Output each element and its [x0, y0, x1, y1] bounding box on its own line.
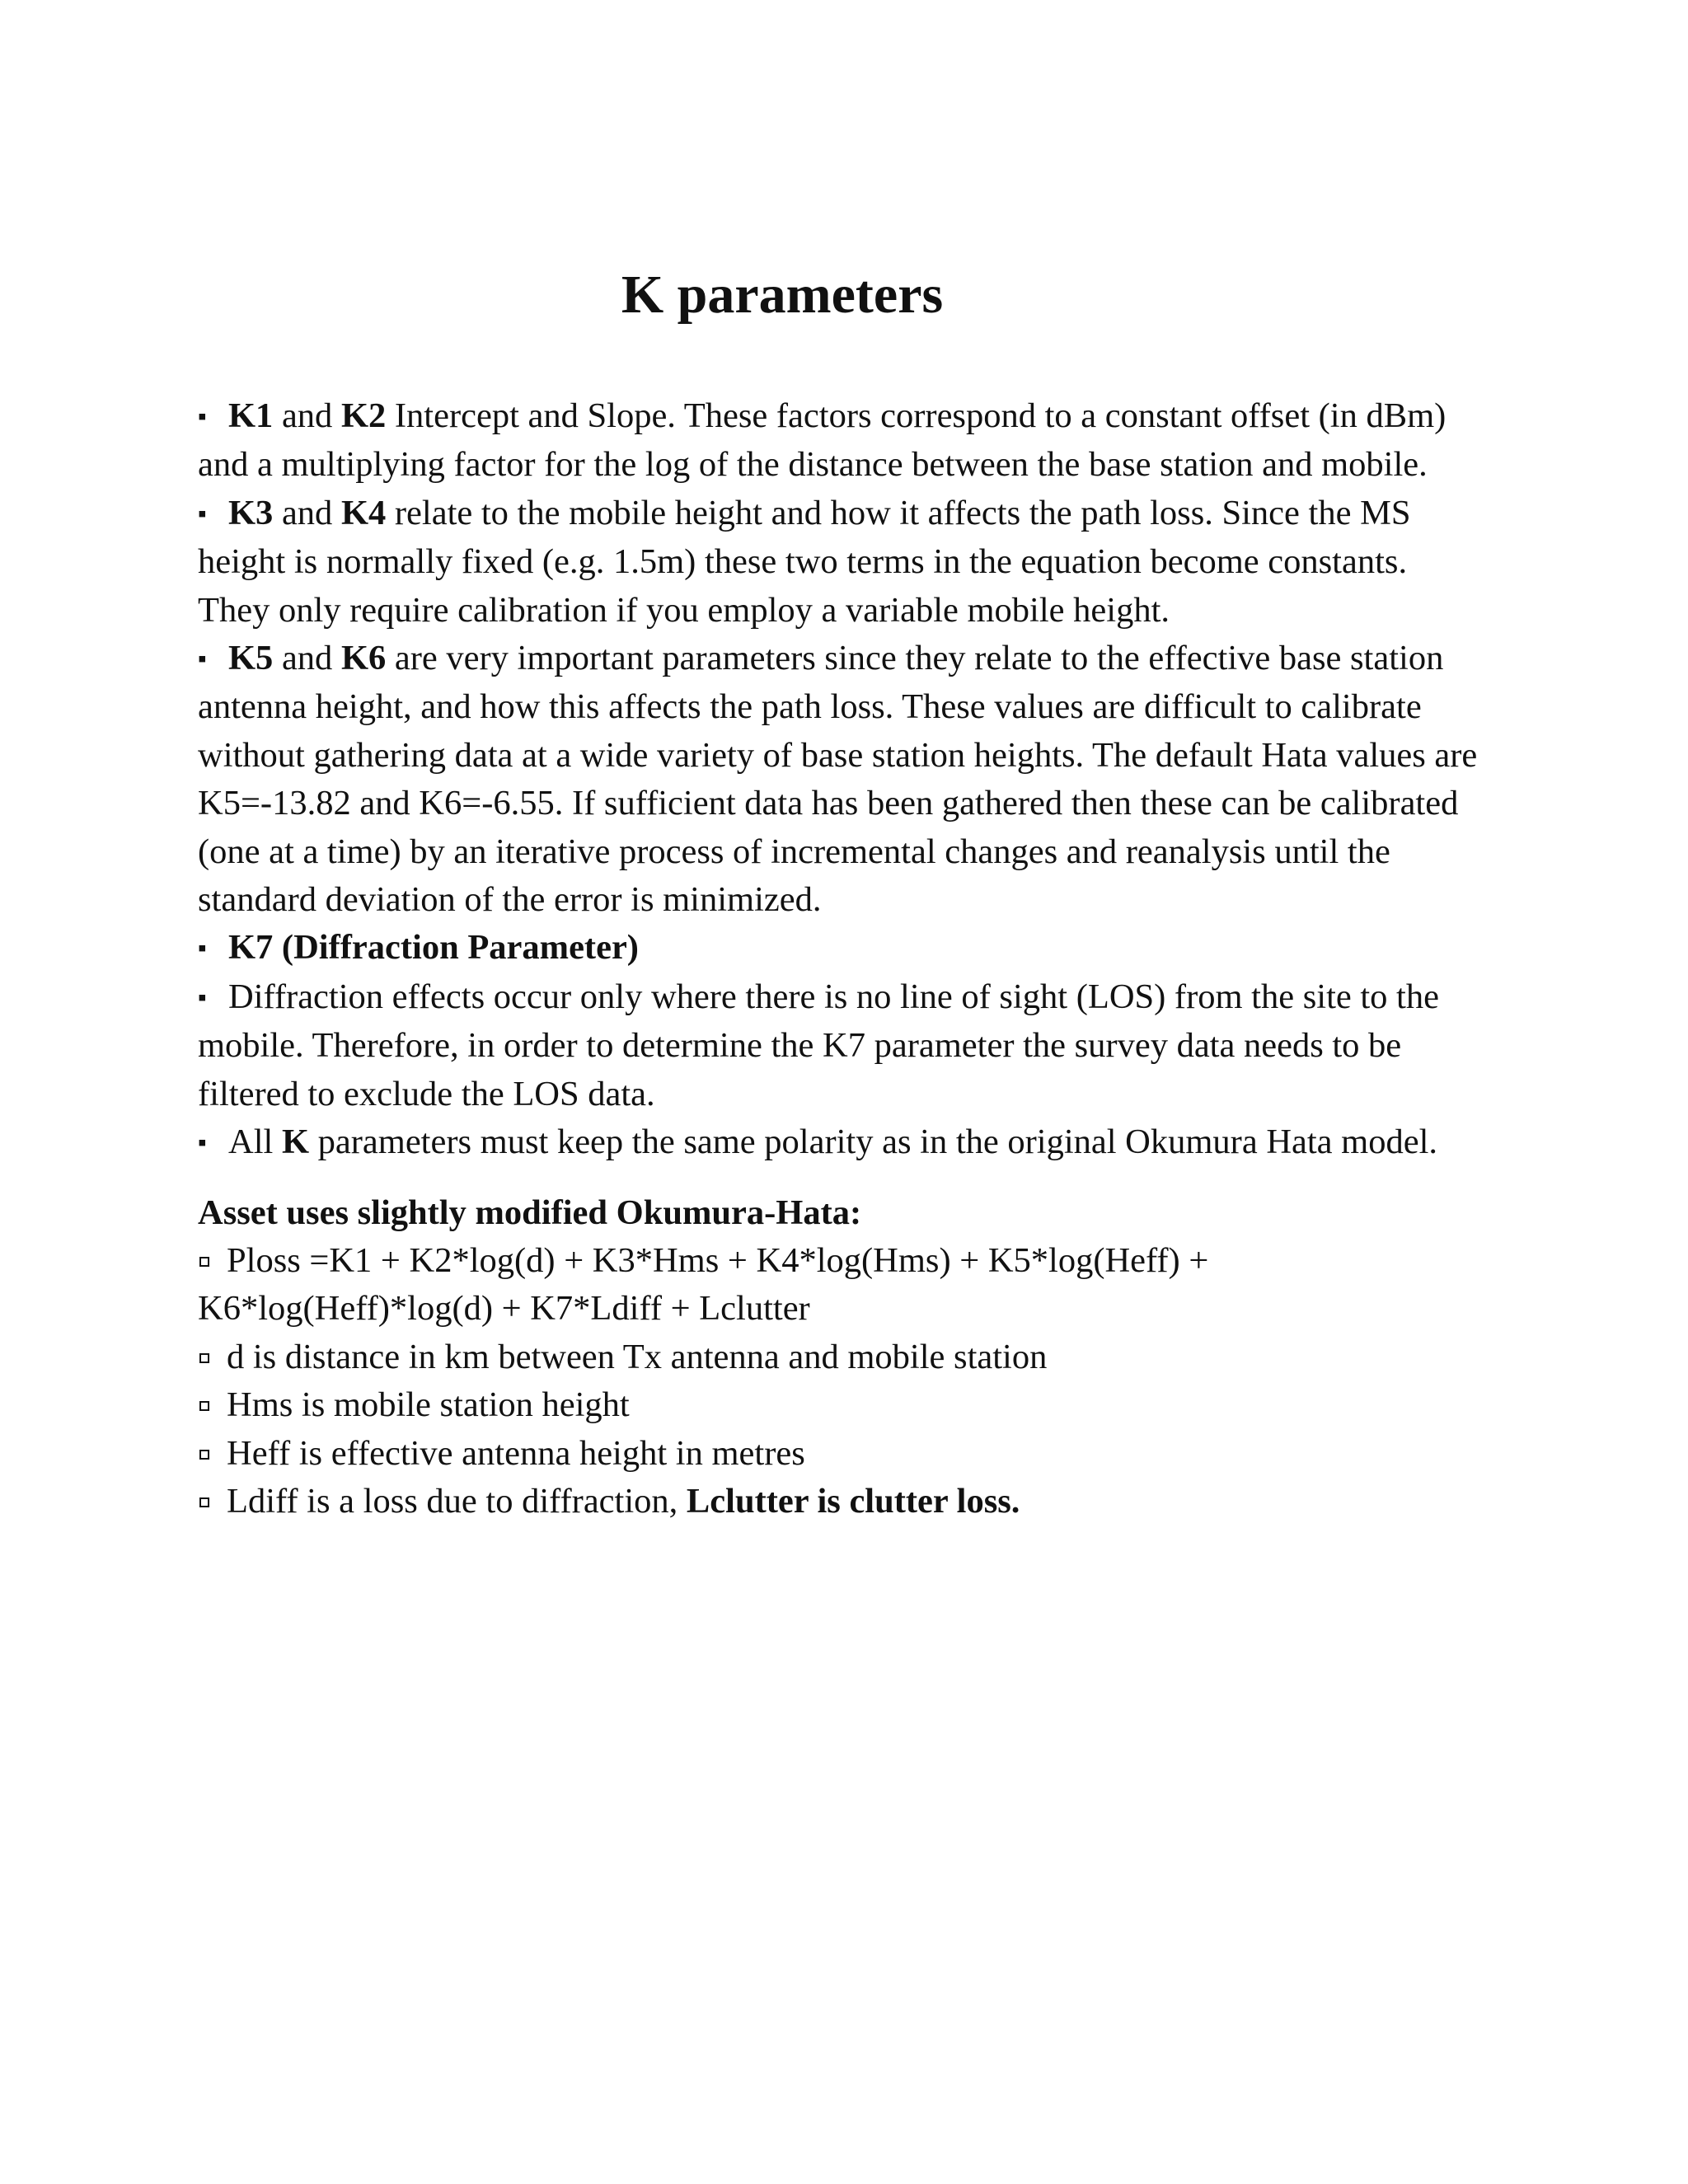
- bullet-prefix: All: [228, 1122, 282, 1162]
- hollow-square-bullet-icon: [199, 1353, 209, 1363]
- hollow-square-bullet-icon: [199, 1497, 209, 1507]
- definition-item-d: [198, 1333, 1484, 1381]
- param-k4: K4: [340, 493, 387, 532]
- formula-item: [198, 1237, 1484, 1333]
- bullet-text: are very important parameters since they relate to the effective base station antenna height, and how this affects the path loss. These values are difficult to calibrate without gathering data at a wide variety of base station heights. The default Hata values are K5=-13.82 and K6=-6.55. If sufficient data has been gathered then these can be calibrated (one at a time) by an iterative process of incremental changes and reanalysis until the standard deviation of the error is minimized.: [198, 639, 1478, 920]
- definition-text: Ldiff is a loss due to diffraction,: [227, 1481, 687, 1521]
- bullet-icon: ▪: [198, 983, 207, 1011]
- param-k: K: [281, 1122, 309, 1162]
- param-k6: K6: [340, 639, 387, 678]
- connector-text: and: [273, 396, 341, 435]
- definition-bold-text: Lclutter is clutter loss.: [686, 1481, 1020, 1521]
- bullet-icon: ▪: [198, 499, 207, 527]
- definition-item-ldiff: [198, 1478, 1484, 1526]
- definition-text: Hms is mobile station height: [227, 1385, 630, 1425]
- document-body: [198, 392, 1484, 1526]
- bullet-icon: ▪: [198, 1129, 207, 1157]
- connector-text: and: [273, 639, 341, 678]
- param-k2: K2: [340, 396, 387, 435]
- bullet-k3-k4: [198, 490, 1484, 635]
- param-k5: K5: [228, 639, 274, 678]
- definition-item-heff: [198, 1430, 1484, 1478]
- section-heading: Asset uses slightly modified Okumura-Hata:: [198, 1193, 862, 1232]
- bullet-diffraction: [198, 973, 1484, 1118]
- k7-heading: K7 (Diffraction Parameter): [228, 928, 639, 968]
- bullet-text: Intercept and Slope. These factors correspond to a constant offset (in dBm) and a multiplying factor for the log of the distance between the base station and mobile.: [198, 396, 1447, 485]
- definition-text: d is distance in km between Tx antenna and mobile station: [227, 1337, 1048, 1376]
- hollow-square-bullet-icon: [199, 1257, 209, 1267]
- bullet-text: Diffraction effects occur only where there is no line of sight (LOS) from the site to the mobile. Therefore, in order to determine the K7 parameter the survey data needs to be filtered to exclude the LOS data.: [198, 977, 1439, 1113]
- bullet-text: relate to the mobile height and how it affects the path loss. Since the MS height is normally fixed (e.g. 1.5m) these two terms in the equation become constants. They only require calibration if you employ a variable mobile height.: [198, 493, 1411, 630]
- definition-item-hms: [198, 1381, 1484, 1429]
- connector-text: and: [273, 493, 341, 532]
- page-title: K parameters: [621, 265, 944, 325]
- hollow-square-bullet-icon: [199, 1401, 209, 1411]
- formula-text: Ploss =K1 + K2*log(d) + K3*Hms + K4*log(Hms) + K5*log(Heff) + K6*log(Heff)*log(d) + K7*Ldiff + Lclutter: [198, 1240, 1209, 1329]
- definition-text: Heff is effective antenna height in metres: [227, 1433, 805, 1473]
- bullet-icon: ▪: [198, 935, 207, 963]
- bullet-k7-heading: [198, 924, 1484, 972]
- bullet-icon: ▪: [198, 645, 207, 673]
- bullet-icon: ▪: [198, 403, 207, 430]
- hollow-square-bullet-icon: [199, 1450, 209, 1460]
- bullet-text: parameters must keep the same polarity as in the original Okumura Hata model.: [309, 1122, 1438, 1162]
- param-k3: K3: [228, 493, 274, 532]
- param-k1: K1: [228, 396, 274, 435]
- bullet-polarity: [198, 1118, 1484, 1167]
- bullet-k1-k2: [198, 392, 1484, 490]
- bullet-k5-k6: [198, 635, 1484, 924]
